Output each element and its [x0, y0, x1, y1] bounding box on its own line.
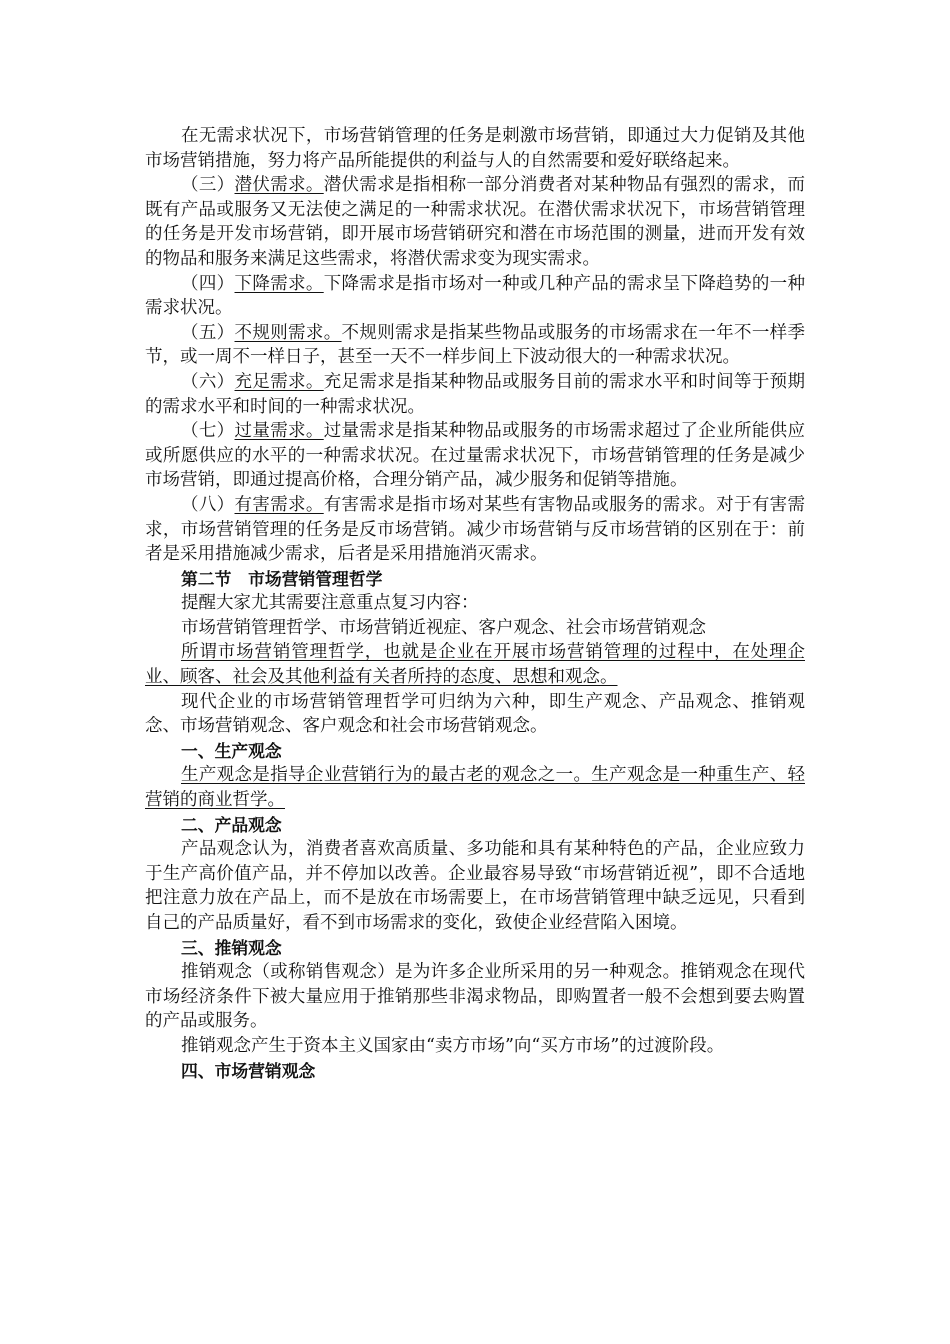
subheading-production-concept: 一、生产观念 [181, 740, 282, 761]
definition-paragraph: 所谓市场营销管理哲学，也就是企业在开展市场营销管理的过程中，在处理企业、顾客、社会及其他利益有关者所持的态度、思想和观念。 [145, 642, 805, 688]
item-number: （四） [181, 273, 235, 294]
item-term: 不规则需求。 [234, 322, 342, 343]
paragraph-no-demand: 在无需求状况下，市场营销管理的任务是刺激市场营销，即通过大力促销及其他市场营销措施，努力将产品所能提供的利益与人的自然需要和爱好联络起来。 [145, 126, 805, 171]
item-text: 有害需求是指市场对某些有害物品或服务的需求。对于有害需求，市场营销管理的任务是反市场营销。减少市场营销与反市场营销的区别在于：前者是采用措施减少需求，后者是采用措施消灭需求。 [145, 494, 806, 565]
item-full-demand [145, 370, 805, 419]
production-concept-paragraph: 生产观念是指导企业营销行为的最古老的观念之一。生产观念是一种重生产、轻营销的商业哲学。 [145, 765, 805, 811]
six-concepts-paragraph: 现代企业的市场营销管理哲学可归纳为六种，即生产观念、产品观念、推销观念、市场营销观念、客户观念和社会市场营销观念。 [145, 691, 805, 737]
item-text: 下降需求是指市场对一种或几种产品的需求呈下降趋势的一种需求状况。 [145, 273, 806, 319]
section-heading: 第二节 市场营销管理哲学 [181, 568, 383, 589]
item-text: 过量需求是指某种物品或服务的市场需求超过了企业所能供应或所愿供应的水平的一种需求状况。在过量需求状况下，市场营销管理的任务是减少市场营销，即通过提高价格，合理分销产品，减少服务和促销等措施。 [145, 421, 806, 491]
item-term: 有害需求。 [234, 494, 324, 515]
key-topics-text: 市场营销管理哲学、市场营销近视症、客户观念、社会市场营销观念 [181, 617, 706, 638]
item-text: 潜伏需求是指相称一部分消费者对某种物品有强烈的需求，而既有产品或服务又无法使之满足的一种需求状况。在潜伏需求状况下，市场营销管理的任务是开发市场营销，即开展市场营销研究和潜在市场范围的测量，进而开发有效的物品和服务来满足这些需求，将潜伏需求变为现实需求。 [145, 175, 806, 269]
item-number: （七） [181, 421, 235, 442]
selling-concept-paragraph: 推销观念（或称销售观念）是为许多企业所采用的另一种观念。推销观念在现代市场经济条件下被大量应用于推销那些非渴求物品，即购置者一般不会想到要去购置的产品或服务。 [145, 962, 805, 1032]
item-overfull-demand [145, 419, 805, 493]
product-concept-paragraph: 产品观念认为，消费者喜欢高质量、多功能和具有某种特色的产品，企业应致力于生产高价值产品，并不停加以改善。企业最容易导致“市场营销近视”，即不合适地把注意力放在产品上，而不是放在市场需要上，在市场营销管理中缺乏远见，只看到自己的产品质量好，看不到市场需求的变化，致使企业经营陷入困境。 [145, 839, 805, 933]
item-text: 充足需求是指某种物品或服务目前的需求水平和时间等于预期的需求水平和时间的一种需求状况。 [145, 371, 806, 417]
document-page [145, 124, 805, 1083]
item-number: （六） [181, 371, 235, 392]
item-number: （八） [181, 494, 235, 515]
item-declining-demand [145, 272, 805, 321]
item-term: 下降需求。 [234, 273, 324, 294]
selling-concept-origin-paragraph: 推销观念产生于资本主义国家由“卖方市场”向“买方市场”的过渡阶段。 [181, 1035, 725, 1056]
subheading-selling-concept: 三、推销观念 [181, 937, 282, 958]
subheading-product-concept: 二、产品观念 [181, 814, 282, 835]
item-number: （五） [181, 322, 235, 343]
item-term: 充足需求。 [234, 371, 324, 392]
reminder-text: 提醒大家尤其需要注意重点复习内容： [181, 593, 479, 614]
item-latent-demand [145, 173, 805, 271]
item-term: 潜伏需求。 [234, 175, 324, 196]
item-irregular-demand [145, 321, 805, 370]
item-term: 过量需求。 [234, 421, 324, 442]
subheading-marketing-concept: 四、市场营销观念 [181, 1060, 316, 1081]
item-harmful-demand [145, 493, 805, 567]
item-number: （三） [181, 175, 235, 196]
item-text: 不规则需求是指某些物品或服务的市场需求在一年不一样季节，或一周不一样日子，甚至一天不一样步间上下波动很大的一种需求状况。 [145, 322, 806, 368]
